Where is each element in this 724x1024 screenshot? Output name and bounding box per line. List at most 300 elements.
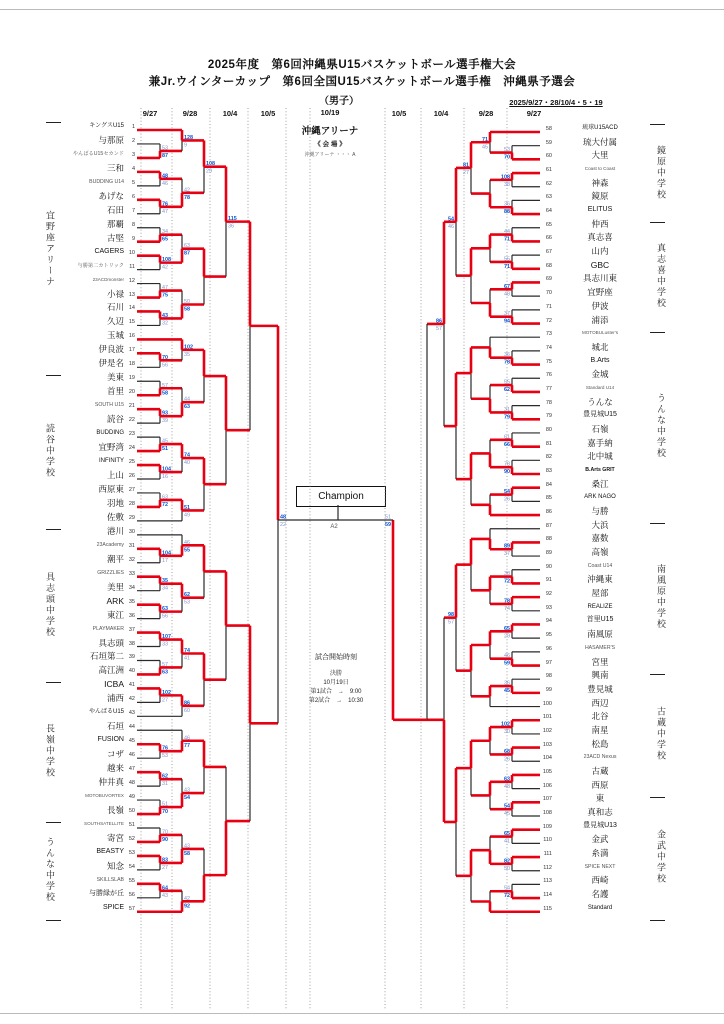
seed-number: 61 bbox=[545, 167, 552, 174]
score-label: 9 bbox=[184, 142, 187, 149]
seed-number: 86 bbox=[545, 509, 552, 516]
score-label: 51 bbox=[385, 514, 391, 521]
team-label: 首里U15 bbox=[586, 616, 614, 624]
score-label: 65 bbox=[504, 625, 510, 632]
team-label: 神森 bbox=[591, 177, 609, 188]
group-tick bbox=[650, 124, 665, 125]
seed-number: 35 bbox=[128, 598, 135, 605]
score-label: 49 bbox=[184, 512, 190, 519]
seed-number: 77 bbox=[545, 385, 552, 392]
team-label: Standard U14 bbox=[585, 384, 615, 390]
score-label: 67 bbox=[504, 283, 510, 290]
score-label: 26 bbox=[504, 756, 510, 763]
seed-number: 39 bbox=[128, 654, 135, 661]
score-label: 57 bbox=[162, 661, 168, 668]
seed-number: 72 bbox=[545, 317, 552, 324]
score-label: 48 bbox=[280, 514, 286, 521]
seed-number: 32 bbox=[128, 556, 135, 563]
seed-number: 88 bbox=[545, 536, 552, 543]
seed-number: 96 bbox=[545, 645, 552, 652]
team-label: 大里 bbox=[591, 150, 609, 161]
seed-number: 2 bbox=[131, 137, 135, 144]
seed-number: 115 bbox=[543, 905, 552, 912]
score-label: 42 bbox=[184, 187, 190, 194]
seed-number: 4 bbox=[131, 165, 135, 172]
team-label: 東江 bbox=[106, 609, 124, 620]
score-label: 17 bbox=[162, 557, 168, 564]
score-label: 78 bbox=[504, 461, 510, 468]
score-label: 51 bbox=[162, 801, 168, 808]
seed-number: 57 bbox=[128, 905, 135, 912]
score-label: 37 bbox=[504, 551, 510, 558]
score-label: 72 bbox=[162, 501, 168, 508]
seed-number: 54 bbox=[128, 863, 135, 870]
seed-number: 17 bbox=[128, 347, 135, 354]
seed-number: 82 bbox=[545, 454, 552, 461]
score-label: 33 bbox=[162, 641, 168, 648]
score-label: 54 bbox=[184, 795, 190, 802]
team-label: 沖縄東 bbox=[587, 574, 613, 585]
team-label: FUSION bbox=[97, 736, 124, 744]
team-label: 古蔵 bbox=[591, 765, 609, 776]
score-label: 54 bbox=[504, 803, 510, 810]
seed-number: 62 bbox=[545, 180, 552, 187]
score-label: 98 bbox=[448, 612, 454, 619]
seed-number: 98 bbox=[545, 673, 552, 680]
score-label: 55 bbox=[184, 547, 190, 554]
score-label: 68 bbox=[504, 748, 510, 755]
team-label: B.Arts bbox=[590, 356, 610, 364]
seed-number: 44 bbox=[128, 724, 135, 731]
team-label: 松島 bbox=[591, 738, 609, 749]
venue-group-label: 南風原中学校 bbox=[656, 564, 666, 631]
team-label: 西原 bbox=[591, 779, 609, 790]
score-label: 41 bbox=[184, 655, 190, 662]
score-label: 22 bbox=[280, 522, 286, 528]
score-label: 48 bbox=[504, 783, 510, 790]
seed-number: 19 bbox=[128, 375, 135, 382]
seed-number: 48 bbox=[128, 780, 135, 787]
seed-number: 7 bbox=[131, 207, 135, 214]
score-label: 56 bbox=[162, 362, 168, 369]
team-label: CAGERS bbox=[94, 247, 124, 255]
seed-number: 93 bbox=[545, 604, 552, 611]
score-label: 62 bbox=[162, 773, 168, 780]
score-label: 44 bbox=[184, 396, 190, 403]
score-label: 42 bbox=[184, 895, 190, 902]
score-label: 102 bbox=[162, 689, 171, 696]
team-label: REALIZE bbox=[587, 603, 613, 610]
score-label: 47 bbox=[162, 285, 168, 292]
team-label: 石田 bbox=[106, 204, 124, 215]
team-label: 琉球U15ACD bbox=[582, 125, 618, 131]
score-label: 55 bbox=[504, 379, 510, 386]
group-tick bbox=[650, 674, 665, 675]
team-label: 名護 bbox=[591, 889, 609, 900]
team-label: SKILLSLAB bbox=[96, 876, 124, 883]
score-label: 90 bbox=[162, 836, 168, 843]
team-label: 越来 bbox=[106, 763, 124, 774]
seed-number: 40 bbox=[128, 668, 135, 675]
seed-number: 109 bbox=[542, 823, 552, 830]
seed-number: 10 bbox=[128, 249, 135, 256]
group-tick bbox=[46, 682, 61, 683]
score-label: 51 bbox=[184, 504, 190, 511]
score-label: 46 bbox=[184, 735, 190, 742]
score-label: 58 bbox=[162, 390, 168, 397]
score-label: 50 bbox=[504, 865, 510, 872]
score-label: 83 bbox=[162, 857, 168, 864]
team-label: 真志喜 bbox=[587, 232, 613, 243]
seed-number: 1 bbox=[131, 124, 135, 130]
seed-number: 45 bbox=[128, 738, 135, 745]
team-label: やんばるU15セカンド bbox=[72, 150, 124, 157]
venue-group-label: 古蔵中学校 bbox=[656, 706, 666, 762]
team-label: 北中城 bbox=[587, 451, 613, 462]
team-label: ARK NAGO bbox=[584, 494, 616, 501]
seed-number: 31 bbox=[128, 542, 135, 549]
team-label: 浦西 bbox=[106, 693, 124, 704]
seed-number: 34 bbox=[128, 584, 135, 591]
team-label: SPICE NEXT bbox=[584, 863, 616, 870]
seed-number: 104 bbox=[542, 755, 552, 762]
score-label: 53 bbox=[184, 599, 190, 606]
score-label: 55 bbox=[504, 256, 510, 263]
score-label: 40 bbox=[184, 460, 190, 467]
team-label: 美里 bbox=[106, 581, 124, 592]
score-label: 61 bbox=[504, 434, 510, 441]
date-column-label: 9/28 bbox=[182, 109, 198, 118]
score-label: 78 bbox=[184, 194, 190, 201]
team-label: ICBA bbox=[104, 679, 124, 690]
score-label: 43 bbox=[184, 787, 190, 794]
venue-detail-line: 沖縄アリーナ ・・・ A bbox=[304, 152, 356, 158]
score-label: 63 bbox=[162, 669, 168, 676]
team-label: 浦添 bbox=[591, 314, 609, 325]
team-label: ELITUS bbox=[587, 206, 613, 214]
team-label: 三和 bbox=[106, 162, 124, 173]
venue-group-label: うんな中学校 bbox=[45, 836, 55, 903]
seed-number: 75 bbox=[545, 358, 552, 365]
score-label: 70 bbox=[504, 154, 510, 161]
schedule-line: 決勝 bbox=[329, 671, 342, 677]
team-label: 23ACD Nexus bbox=[583, 754, 617, 761]
score-label: 36 bbox=[504, 352, 510, 359]
team-label: GRIZZLIES bbox=[97, 569, 124, 576]
seed-number: 64 bbox=[545, 208, 552, 215]
group-tick bbox=[650, 797, 665, 798]
score-label: 51 bbox=[162, 446, 168, 453]
score-label: 57 bbox=[162, 382, 168, 389]
seed-number: 16 bbox=[128, 333, 135, 340]
score-label: 16 bbox=[162, 474, 168, 481]
score-label: 81 bbox=[463, 162, 469, 169]
team-label: Coast U14 bbox=[587, 562, 613, 569]
score-label: 39 bbox=[162, 418, 168, 425]
score-label: 31 bbox=[504, 406, 510, 413]
score-label: 56 bbox=[162, 613, 168, 620]
score-label: 78 bbox=[504, 598, 510, 605]
score-label: 26 bbox=[504, 496, 510, 503]
seed-number: 79 bbox=[545, 413, 552, 420]
seed-number: 112 bbox=[543, 864, 552, 871]
seed-number: 113 bbox=[543, 878, 552, 885]
score-label: 70 bbox=[162, 809, 168, 816]
score-label: 63 bbox=[162, 606, 168, 613]
seed-number: 20 bbox=[128, 389, 135, 396]
seed-number: 3 bbox=[131, 151, 135, 158]
team-label: 南星 bbox=[591, 724, 609, 735]
score-label: 102 bbox=[184, 344, 193, 351]
team-label: 読谷 bbox=[106, 414, 124, 425]
score-label: 45 bbox=[504, 811, 510, 818]
seed-number: 106 bbox=[542, 782, 552, 789]
schedule-title: 試合開始時刻 bbox=[315, 654, 357, 661]
score-label: 35 bbox=[184, 351, 190, 358]
team-label: 大浜 bbox=[591, 519, 609, 530]
score-label: 45 bbox=[482, 144, 488, 151]
team-label: 城北 bbox=[591, 341, 609, 352]
team-label: 仲井真 bbox=[98, 777, 124, 788]
seed-number: 102 bbox=[542, 727, 552, 734]
team-label: 羽地 bbox=[106, 497, 124, 508]
score-label: 65 bbox=[162, 236, 168, 243]
seed-number: 29 bbox=[128, 514, 135, 521]
seed-number: 107 bbox=[542, 796, 552, 803]
team-label: 嘉手納 bbox=[587, 437, 613, 448]
team-label: 小禄 bbox=[106, 288, 124, 299]
score-label: 47 bbox=[162, 208, 168, 215]
seed-number: 41 bbox=[128, 682, 135, 689]
score-label: 60 bbox=[184, 707, 190, 714]
team-label: 山内 bbox=[591, 246, 609, 257]
team-label: MOTOBUVORTEX bbox=[85, 793, 124, 799]
team-label: 伊是名 bbox=[98, 358, 124, 369]
team-label: PLAYMAKER bbox=[92, 625, 124, 632]
seed-number: 47 bbox=[128, 766, 135, 773]
team-label: 長嶺 bbox=[106, 805, 124, 816]
score-label: 53 bbox=[162, 753, 168, 760]
team-label: 玉城 bbox=[106, 330, 124, 341]
group-tick bbox=[46, 822, 61, 823]
team-label: 潮平 bbox=[106, 553, 124, 564]
score-label: 115 bbox=[228, 216, 237, 223]
seed-number: 67 bbox=[545, 249, 552, 256]
seed-number: 92 bbox=[545, 591, 552, 598]
team-label: 港川 bbox=[106, 525, 124, 536]
score-label: 63 bbox=[184, 404, 190, 411]
seed-number: 111 bbox=[543, 851, 552, 858]
seed-number: 26 bbox=[128, 473, 135, 479]
score-label: 74 bbox=[184, 648, 190, 654]
team-label: 伊良波 bbox=[98, 344, 124, 355]
score-label: 44 bbox=[504, 229, 510, 236]
team-label: 屋部 bbox=[591, 588, 609, 599]
venue-group-label: 真志喜中学校 bbox=[656, 242, 666, 309]
team-label: 佐敷 bbox=[106, 511, 124, 522]
seed-number: 36 bbox=[128, 612, 135, 619]
group-tick bbox=[650, 332, 665, 333]
seed-number: 25 bbox=[128, 459, 135, 466]
team-label: SPICE bbox=[102, 903, 124, 911]
seed-number: 114 bbox=[543, 892, 552, 899]
seed-number: 81 bbox=[545, 440, 552, 447]
seed-number: 12 bbox=[128, 277, 135, 284]
team-label: 西崎 bbox=[591, 875, 609, 886]
seed-number: 78 bbox=[545, 399, 552, 406]
center-date-label: 10/19 bbox=[320, 108, 340, 117]
seed-number: 97 bbox=[545, 659, 552, 666]
score-label: 71 bbox=[482, 136, 488, 143]
team-label: 久辺 bbox=[106, 316, 124, 327]
seed-number: 105 bbox=[542, 768, 552, 775]
score-label: 72 bbox=[504, 893, 510, 900]
score-label: 27 bbox=[162, 864, 168, 871]
score-label: 62 bbox=[184, 592, 190, 599]
score-label: 46 bbox=[162, 180, 168, 187]
seed-number: 101 bbox=[542, 714, 552, 721]
score-label: 53 bbox=[504, 147, 510, 154]
group-tick bbox=[46, 529, 61, 530]
team-label: 金武 bbox=[591, 834, 609, 845]
score-label: 57 bbox=[436, 325, 442, 332]
score-label: 92 bbox=[184, 903, 190, 910]
score-label: 37 bbox=[504, 311, 510, 318]
seed-number: 69 bbox=[545, 276, 552, 283]
team-label: 桑江 bbox=[591, 478, 609, 489]
score-label: 36 bbox=[504, 201, 510, 208]
venue-group-label: 宜野座アリーナ bbox=[45, 210, 55, 288]
score-label: 63 bbox=[504, 776, 510, 783]
final-match-label: A2 bbox=[330, 524, 338, 530]
team-label: 那覇 bbox=[106, 218, 124, 229]
team-label: 宜野湾 bbox=[98, 442, 124, 453]
team-label: うんな bbox=[587, 396, 613, 407]
seed-number: 9 bbox=[131, 235, 135, 242]
team-label: 与勝 bbox=[591, 506, 609, 517]
team-label: キングスU15 bbox=[89, 123, 124, 129]
team-label: 南風原 bbox=[587, 629, 613, 640]
score-label: 76 bbox=[162, 745, 168, 752]
team-label: 石垣第二 bbox=[89, 651, 124, 662]
team-label: HASAMER'S bbox=[584, 644, 616, 651]
score-label: 48 bbox=[504, 291, 510, 298]
score-label: 54 bbox=[504, 885, 510, 892]
score-label: 70 bbox=[162, 354, 168, 361]
seed-number: 95 bbox=[545, 632, 552, 639]
score-label: 46 bbox=[184, 539, 190, 546]
team-label: Coast to Coast bbox=[584, 166, 616, 172]
seed-number: 8 bbox=[131, 221, 135, 228]
score-label: 64 bbox=[162, 885, 168, 892]
score-label: 34 bbox=[162, 585, 168, 592]
seed-number: 74 bbox=[545, 344, 552, 351]
score-label: 58 bbox=[184, 850, 190, 857]
seed-number: 42 bbox=[128, 696, 135, 703]
team-label: Standard bbox=[587, 904, 613, 911]
group-tick bbox=[46, 122, 61, 123]
champion-box: Champion bbox=[296, 486, 386, 507]
team-label: 具志頭 bbox=[98, 637, 124, 648]
score-label: 59 bbox=[504, 660, 510, 667]
score-label: 53 bbox=[162, 145, 168, 152]
seed-number: 60 bbox=[545, 153, 552, 160]
score-label: 46 bbox=[504, 653, 510, 660]
score-label: 89 bbox=[504, 543, 510, 550]
seed-number: 6 bbox=[131, 193, 135, 200]
team-label: 高江洲 bbox=[98, 665, 124, 676]
team-label: INFINITY bbox=[99, 458, 124, 465]
score-label: 38 bbox=[504, 571, 510, 578]
team-label: 具志川東 bbox=[582, 273, 617, 284]
seed-number: 65 bbox=[545, 221, 552, 228]
score-label: 27 bbox=[162, 697, 168, 704]
score-label: 38 bbox=[504, 181, 510, 188]
score-label: 42 bbox=[162, 264, 168, 271]
team-label: 知念 bbox=[106, 860, 124, 871]
date-column-label: 10/5 bbox=[260, 109, 276, 118]
venue-group-label: 長嶺中学校 bbox=[45, 723, 55, 779]
seed-number: 83 bbox=[545, 468, 552, 474]
venue-group-label: 具志頭中学校 bbox=[45, 571, 55, 638]
seed-number: 11 bbox=[129, 263, 135, 270]
seed-number: 90 bbox=[545, 563, 552, 570]
date-column-label: 10/4 bbox=[433, 109, 449, 118]
seed-number: 46 bbox=[128, 752, 135, 759]
team-label: SOUTHSATELLITE bbox=[84, 821, 124, 826]
seed-number: 22 bbox=[128, 417, 135, 424]
score-label: 86 bbox=[184, 700, 190, 707]
team-label: コザ bbox=[106, 749, 124, 760]
team-label: 石嶺 bbox=[591, 423, 609, 434]
team-label: 与那原 bbox=[98, 134, 124, 145]
score-label: 74 bbox=[504, 605, 510, 612]
seed-number: 94 bbox=[545, 618, 552, 625]
team-label: MOTOBULuster's bbox=[581, 330, 619, 336]
score-label: 104 bbox=[162, 550, 171, 557]
page-title: 2025年度 第6回沖縄県U15バスケットボール選手権大会 bbox=[207, 59, 517, 71]
seed-number: 80 bbox=[545, 426, 552, 433]
final-venue-name: 沖縄アリーナ bbox=[301, 126, 359, 137]
team-label: 北谷 bbox=[591, 711, 609, 722]
schedule-line: 第2試合 → 10:30 bbox=[308, 698, 364, 704]
seed-number: 103 bbox=[542, 741, 552, 748]
score-label: 108 bbox=[206, 161, 215, 168]
seed-number: 13 bbox=[128, 291, 135, 298]
score-label: 59 bbox=[385, 522, 391, 528]
seed-number: 84 bbox=[545, 481, 552, 488]
venue-group-label: うんな中学校 bbox=[656, 393, 666, 460]
team-label: 真和志 bbox=[587, 807, 613, 817]
team-label: SOUTH U15 bbox=[94, 402, 124, 409]
seed-number: 63 bbox=[545, 194, 552, 201]
team-label: 糸満 bbox=[591, 848, 609, 859]
seed-number: 24 bbox=[128, 445, 135, 452]
team-label: BUDDING bbox=[96, 430, 124, 437]
team-label: やんばるU15 bbox=[88, 709, 124, 716]
date-column-label: 9/27 bbox=[526, 109, 542, 118]
venue-group-label: 鏡原中学校 bbox=[656, 145, 666, 201]
seed-number: 30 bbox=[128, 528, 135, 535]
seed-number: 76 bbox=[545, 372, 552, 379]
score-label: 35 bbox=[162, 578, 168, 585]
event-dates-note: 2025/9/27・28/10/4・5・19 bbox=[509, 98, 603, 107]
seed-number: 28 bbox=[128, 500, 135, 507]
seed-number: 58 bbox=[545, 126, 552, 132]
group-tick bbox=[650, 523, 665, 524]
seed-number: 53 bbox=[128, 849, 135, 856]
score-label: 94 bbox=[504, 318, 510, 325]
